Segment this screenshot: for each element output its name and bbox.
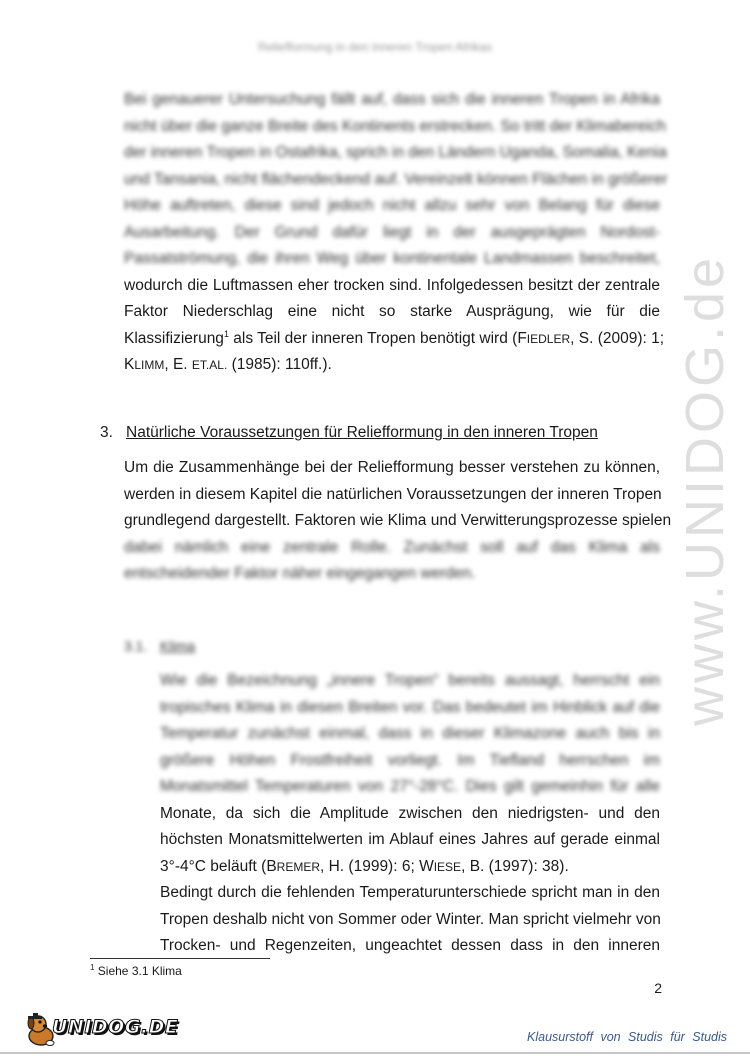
text-line: und Tansania, nicht flächendeckend auf. Vereinzelt können Flächen in größerer [124,170,668,188]
subsection-heading [124,638,195,654]
section-number: 3. [100,424,113,441]
footnote-text: Siehe 3.1 Klima [94,964,182,978]
text-segment: , E. [164,356,192,373]
text-line: dabei nämlich eine zentrale Rolle. Zunächst soll auf das Klima als [124,538,660,556]
text-line: Monate, da sich die Amplitude zwischen den niedrigsten- und den [160,804,660,822]
text-line: Monatsmittel Temperaturen von 27°-28°C. Dies gilt gemeinhin für alle [160,778,660,795]
author-initial: F [517,329,527,347]
text-line: Temperatur zunächst einmal, dass in dieser Klimazone auch bis in [160,725,660,742]
et-al: ET.AL. [191,358,228,372]
author-name: IESE [433,859,462,874]
text-segment: , H. (1999): 6; [320,857,420,875]
logo-text: UNIDOG.DE [52,1016,179,1038]
section-title: Natürliche Voraussetzungen für Reliefformung in den inneren Tropen [126,424,598,441]
text-segment: 3°-4°C beläuft ( [160,857,267,875]
text-line: Ausarbeitung. Der Grund dafür liegt in der ausgeprägten Nordost- [124,223,660,241]
text-segment: (1985): 110ff.). [227,356,332,373]
author-name: REMER [276,859,320,874]
footnote-separator [90,958,270,959]
text-line: Faktor Niederschlag eine nicht so starke Ausprägung, wie für die [124,303,660,320]
citation-line [160,854,660,881]
text-segment: Klassifizierung [124,329,224,347]
text-segment: , S. (2009): 1; [570,329,665,347]
footer-divider [0,1052,750,1054]
text-line: Höhe auftreten, diese sind jedoch nicht allzu sehr von Belang für diese [124,197,660,214]
author-name: LIMM [134,358,165,372]
intro-paragraph [124,87,668,379]
author-name: IEDLER [526,331,571,346]
footnote-ref: 1 [223,328,229,339]
text-line: der inneren Tropen in Ostafrika, sprich in den Ländern Uganda, Somalia, Kenia [124,144,667,161]
author-initial: B [266,857,277,875]
citation-line [124,326,665,353]
subsection-number: 3.1. [124,638,148,654]
text-line: Bei genauerer Untersuchung fällt auf, dass sich die inneren Tropen in Afrika [124,91,660,108]
text-line: entscheidender Faktor näher eingegangen werden. [124,565,476,582]
text-line: nicht über die ganze Breite des Kontinents erstrecken. So tritt der Klimabereich [124,117,666,135]
text-line: Passatströmung, die ihren Weg über kontinentale Landmassen beschreitet, [124,250,660,267]
dog-icon [28,1013,54,1046]
author-initial: W [419,857,434,875]
footnote [90,964,182,978]
text-segment: , B. (1997): 38). [461,857,569,875]
text-line: tropisches Klima in diesen Breiten vor. Das bedeutet im Hinblick auf die [160,698,660,716]
footnote-marker: 1 [90,963,95,972]
text-line: Bedingt durch die fehlenden Temperaturunterschiede spricht man in den [160,884,660,901]
footer-slogan: Klausurstoff von Studis für Studis [527,1030,727,1044]
text-line: Wie die Bezeichnung „innere Tropen“ bereits aussagt, herrscht ein [160,672,660,689]
watermark: www.UNIDOG.de [675,253,735,727]
text-line: höchsten Monatsmittelwerten im Ablauf eines Jahres auf gerade einmal [160,831,660,848]
text-line: grundlegend dargestellt. Faktoren wie Klima und Verwitterungsprozesse spielen [124,512,672,529]
running-header: Reliefformung in den inneren Tropen Afrikas [258,40,492,54]
text-segment: als Teil der inneren Tropen benötigt wird ( [228,329,518,347]
subsection-title: Klima [160,638,196,654]
text-line: größere Höhen Frostfreiheit vorliegt. Im Tiefland herrschen im [160,751,660,769]
section3-paragraph [124,455,672,588]
text-line: Trocken- und Regenzeiten, ungeachtet dessen dass in den inneren [160,937,660,954]
text-line: Um die Zusammenhänge bei der Reliefformung besser verstehen zu können, [124,459,660,476]
citation-line [124,352,660,379]
text-line: werden in diesem Kapitel die natürlichen Voraussetzungen der inneren Tropen [124,485,662,503]
page-number: 2 [654,980,662,996]
author-initial: K [124,356,135,373]
section-heading [100,424,598,442]
klima-paragraph [160,668,660,960]
text-line: wodurch die Luftmassen eher trocken sind. Infolgedessen besitzt der zentrale [124,276,660,294]
text-line: Tropen deshalb nicht von Sommer oder Winter. Man spricht vielmehr von [160,910,661,928]
